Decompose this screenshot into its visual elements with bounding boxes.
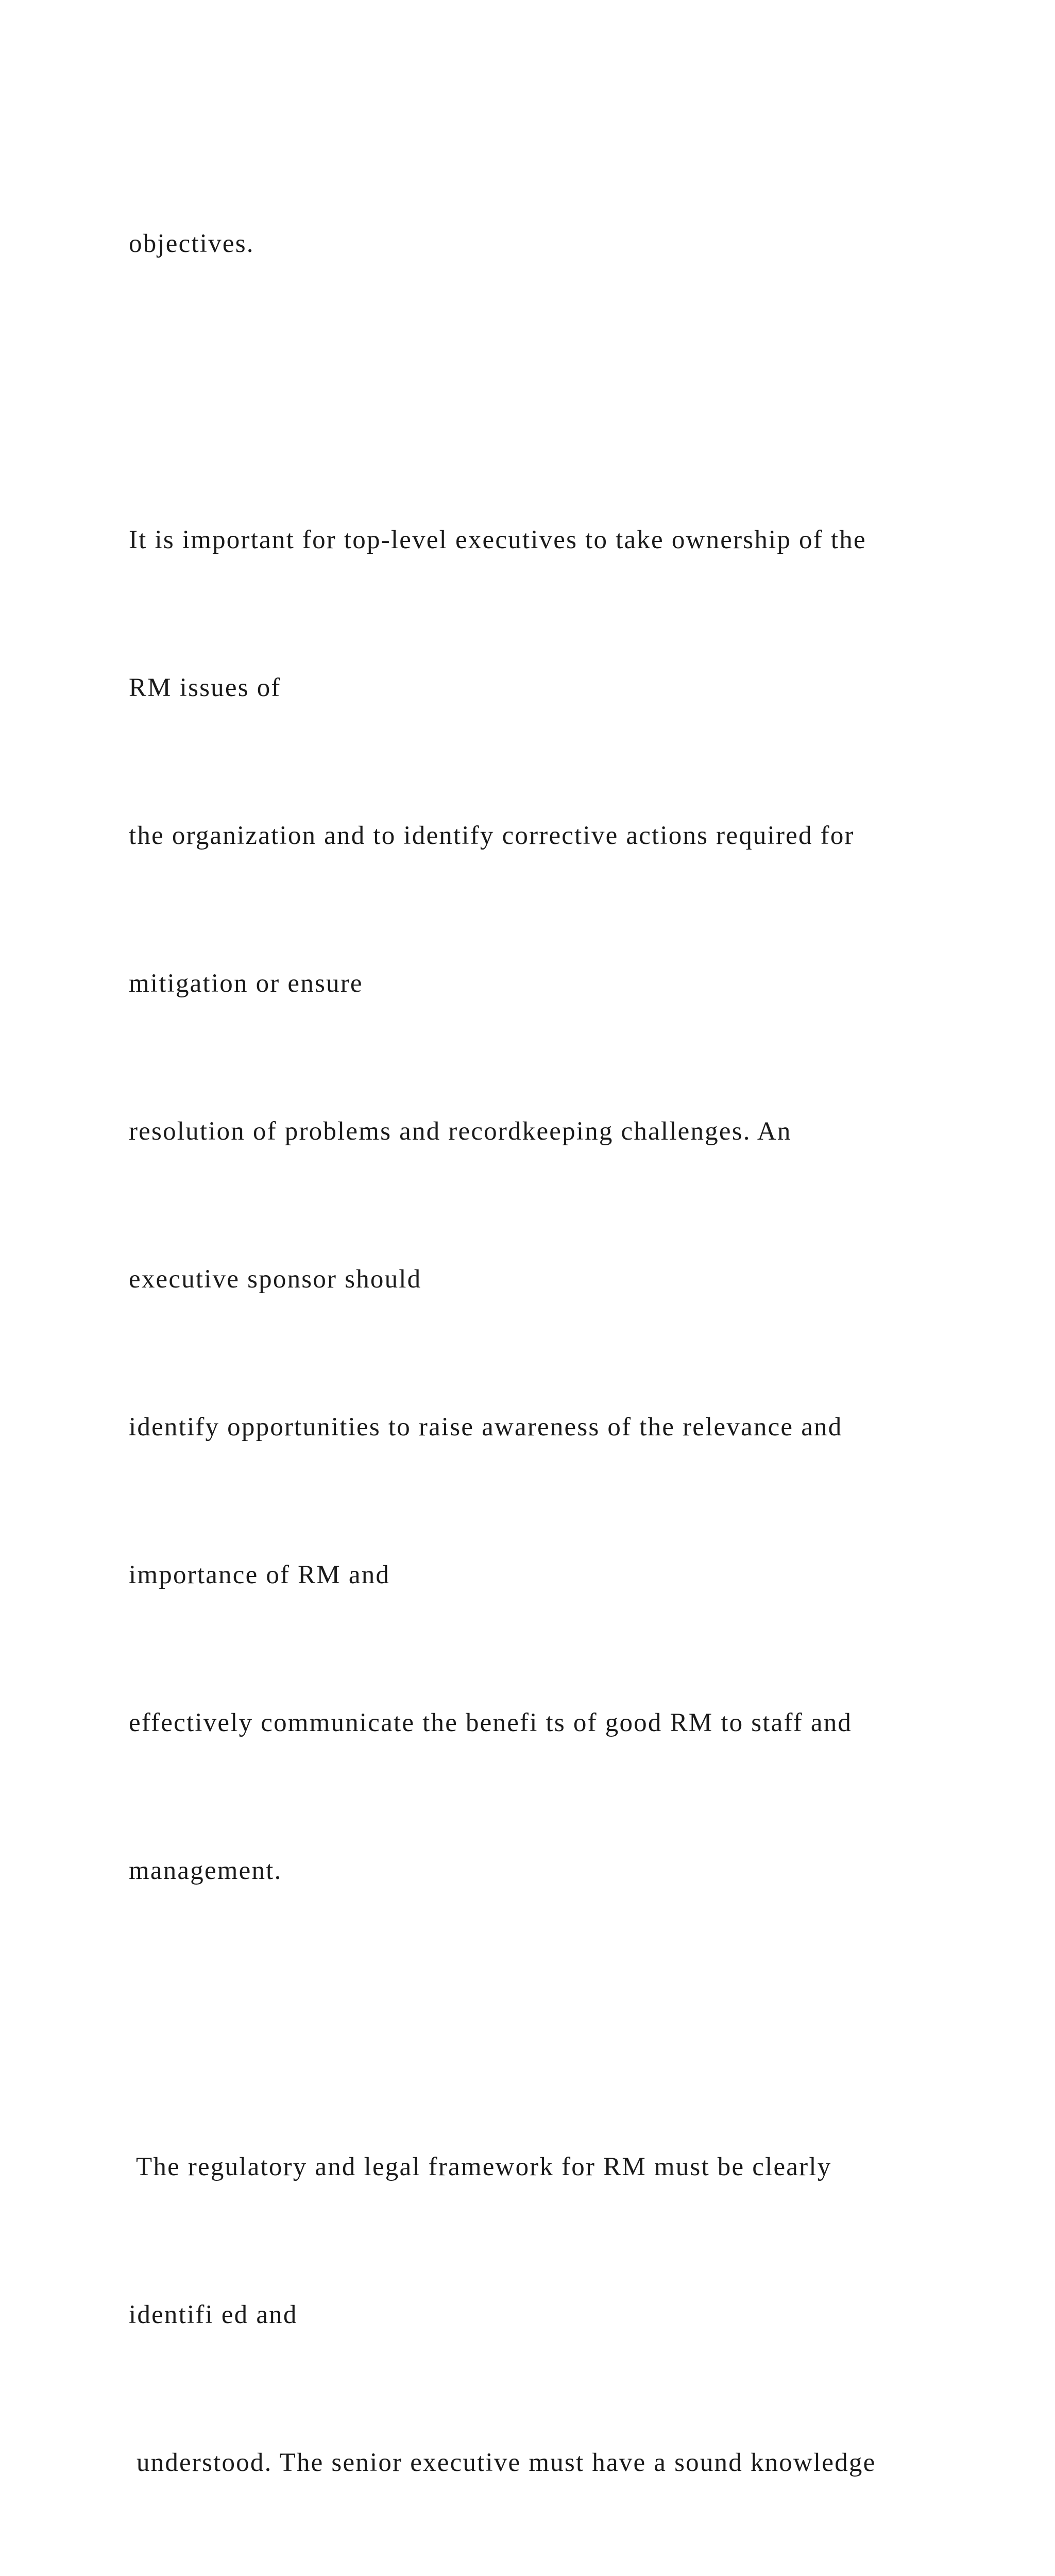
blank-line [129,368,1005,417]
text-line: It is important for top-level executives to take ownership of the [129,525,866,554]
blank-line [129,1995,1005,2044]
text-line: identify opportunities to raise awareness of the relevance and [129,1413,843,1442]
text-line: The regulatory and legal framework for RM must be clearly [129,2152,832,2181]
text-line: understood. The senior executive must have a sound knowledge [129,2448,876,2477]
text-line: objectives. [129,229,254,259]
text-line: management. [129,1856,282,1886]
text-line: RM issues of [129,673,281,702]
text-line: effectively communicate the benefi ts of good RM to staff and [129,1708,853,1738]
text-line: the organization and to identify corrective actions required for [129,821,855,850]
text-line: mitigation or ensure [129,969,363,998]
text-line: executive sponsor should [129,1265,422,1294]
text-line: identifi ed and [129,2300,298,2329]
text-line: importance of RM and [129,1561,390,1590]
document-body [129,121,1005,2576]
text-line: resolution of problems and recordkeeping challenges. An [129,1116,792,1146]
